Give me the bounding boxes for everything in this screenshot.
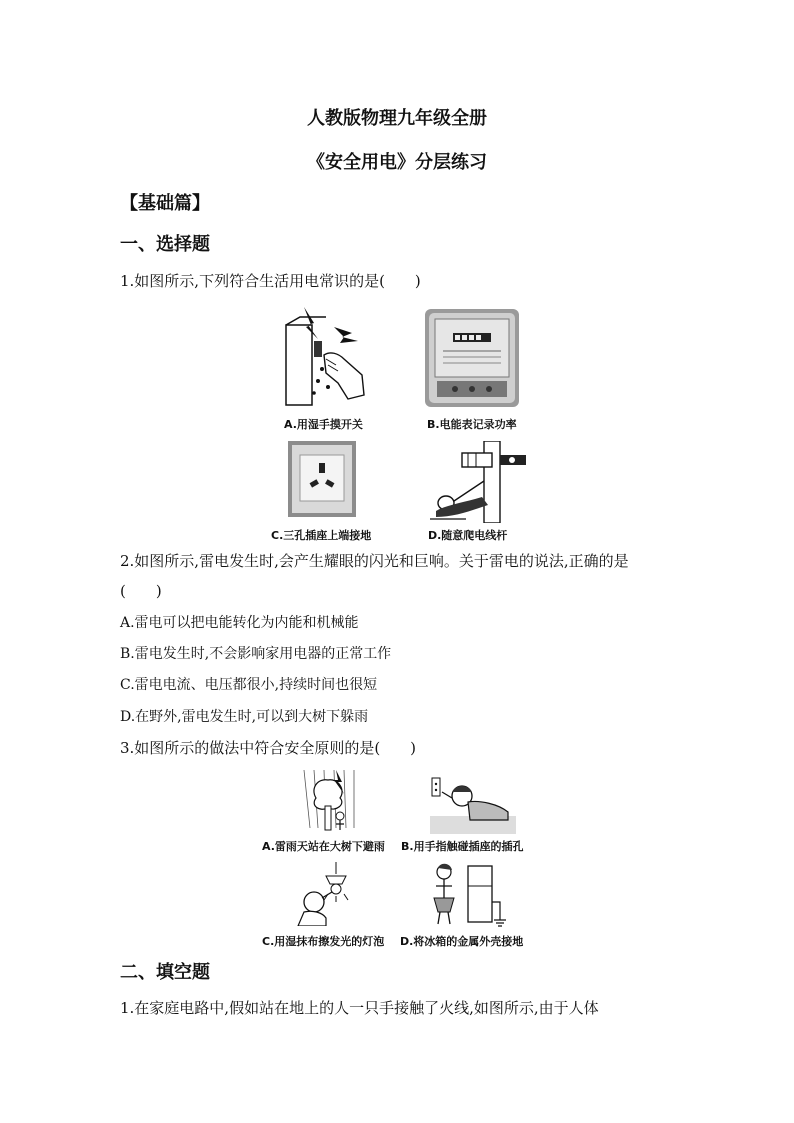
question-2-stem-line1: 2.如图所示,雷电发生时,会产生耀眼的闪光和巨响。关于雷电的说法,正确的是 [120,552,629,570]
climbing-pole-illustration [426,441,526,523]
child-socket-illustration [428,776,518,834]
section-basic-heading: 【基础篇】 [120,193,210,214]
wet-cloth-bulb-illustration [292,862,364,926]
wet-hand-switch-illustration [278,303,370,411]
tree-thunderstorm-illustration [296,768,360,834]
q1-caption-d: D.随意爬电线杆 [428,529,508,542]
q2-option-b: B.雷电发生时,不会影响家用电器的正常工作 [120,646,392,662]
question-3-stem: 3.如图所示的做法中符合安全原则的是( ) [120,739,417,757]
q3-caption-b: B.用手指触碰插座的插孔 [401,840,524,853]
electricity-meter-photo [425,309,519,407]
part1-heading: 一、选择题 [120,234,210,255]
q2-option-c: C.雷电电流、电压都很小,持续时间也很短 [120,677,378,693]
q3-caption-c: C.用湿抹布擦发光的灯泡 [262,935,385,948]
q1-caption-b: B.电能表记录功率 [427,418,517,431]
q3-caption-a: A.雷雨天站在大树下避雨 [262,840,385,853]
refrigerator-grounding-illustration [428,862,508,928]
q2-option-a: A.雷电可以把电能转化为内能和机械能 [120,615,359,631]
document-subtitle: 《安全用电》分层练习 [307,152,487,173]
q1-caption-c: C.三孔插座上端接地 [271,529,372,542]
part2-question-1-stem: 1.在家庭电路中,假如站在地上的人一只手接触了火线,如图所示,由于人体 [120,999,599,1017]
q1-caption-a: A.用湿手摸开关 [284,418,363,431]
three-hole-socket-photo [288,441,356,517]
q2-option-d: D.在野外,雷电发生时,可以到大树下躲雨 [120,709,369,725]
document-title: 人教版物理九年级全册 [307,108,487,129]
question-1-stem: 1.如图所示,下列符合生活用电常识的是( ) [120,272,421,290]
q3-caption-d: D.将冰箱的金属外壳接地 [400,935,524,948]
part2-heading: 二、填空题 [120,962,210,983]
question-2-stem-line2: ( ) [120,582,162,600]
